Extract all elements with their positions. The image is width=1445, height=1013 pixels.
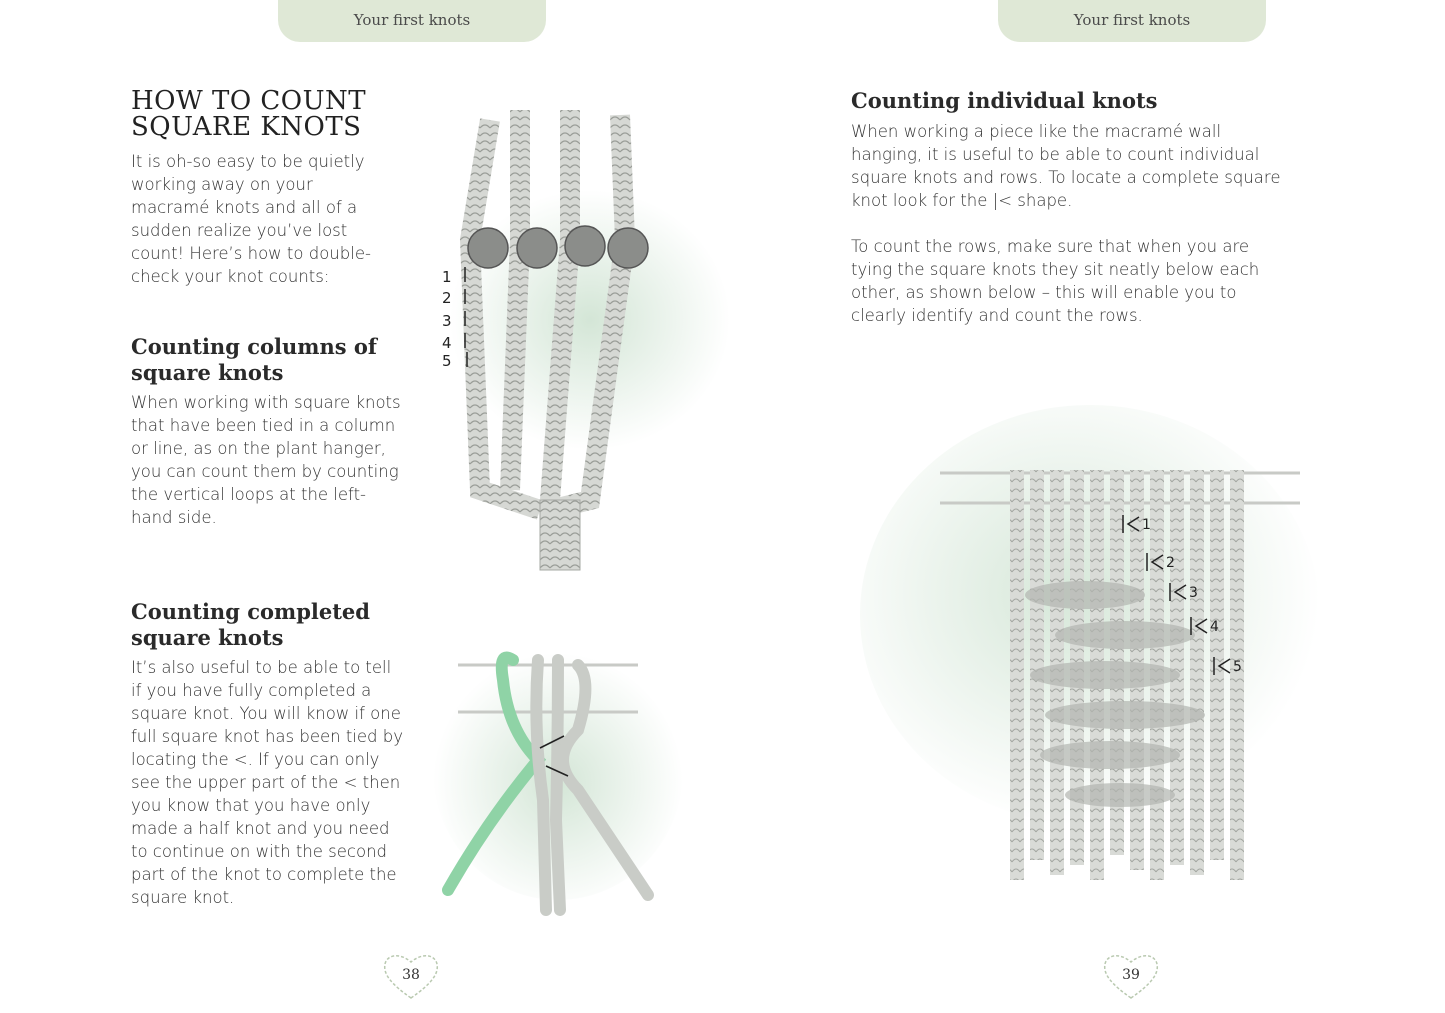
hanger-gathering-wrap [540,500,580,570]
individual-paragraph-1: When working a piece like the macramé wall hanging, it is useful to be able to count individual square knots and rows. To locate a complete square knot look for the |< shape. [851,122,1281,210]
plant-hanger-illustration [420,90,750,590]
intro-paragraph: It is oh-so easy to be quietly working away on your macramé knots and all of a sudden realize you’ve lost count! Here’s how to double-check your knot counts: [131,152,371,286]
chapter-tab-right-label: Your first knots [1073,11,1191,29]
row-label-2: 2 [1166,555,1175,571]
chapter-tab-left [278,0,546,42]
section-text-completed: It’s also useful to be able to tell if you have fully completed a square knot. You will know if one full square knot has been tied by locating the <. If you can only see the upper part of the < then you know that you have only made a half knot and you need to continue on with the second part of the knot to complete the square knot. [131,658,404,907]
row-label-5: 5 [1233,659,1242,675]
page-number-right-text: 39 [1122,967,1140,983]
individual-paragraph-2: To count the rows, make sure that when you are tying the square knots they sit neatly below each other, as shown below – this will enable you to clearly identify and count the rows. [851,237,1260,325]
section-text-columns: When working with square knots that have been tied in a column or line, as on the plant hanger, you can count them by counting the vertical loops at the left-hand side. [131,393,401,527]
page-number-right [1101,950,1161,1002]
column-count-3: 3 [442,312,452,330]
page-number-left-text: 38 [402,967,420,983]
row-label-3: 3 [1189,585,1198,601]
row-label-4: 4 [1210,619,1219,635]
chapter-tab-right [998,0,1266,42]
wall-hanging-illustration [860,385,1340,905]
page-number-left [381,950,441,1002]
page-title: HOW TO COUNT SQUARE KNOTS [131,86,367,142]
chapter-tab-left-label: Your first knots [353,11,471,29]
section-title-columns: Counting columns of square knots [131,334,377,385]
column-count-1: 1 [442,268,452,286]
column-count-4: 4 [442,334,452,352]
section-title-individual: Counting individual knots [851,88,1158,113]
row-label-1: 1 [1142,517,1151,533]
square-knot-illustration [428,620,698,930]
section-title-completed: Counting completed square knots [131,599,370,650]
column-count-2: 2 [442,289,452,307]
column-count-5: 5 [442,352,452,370]
